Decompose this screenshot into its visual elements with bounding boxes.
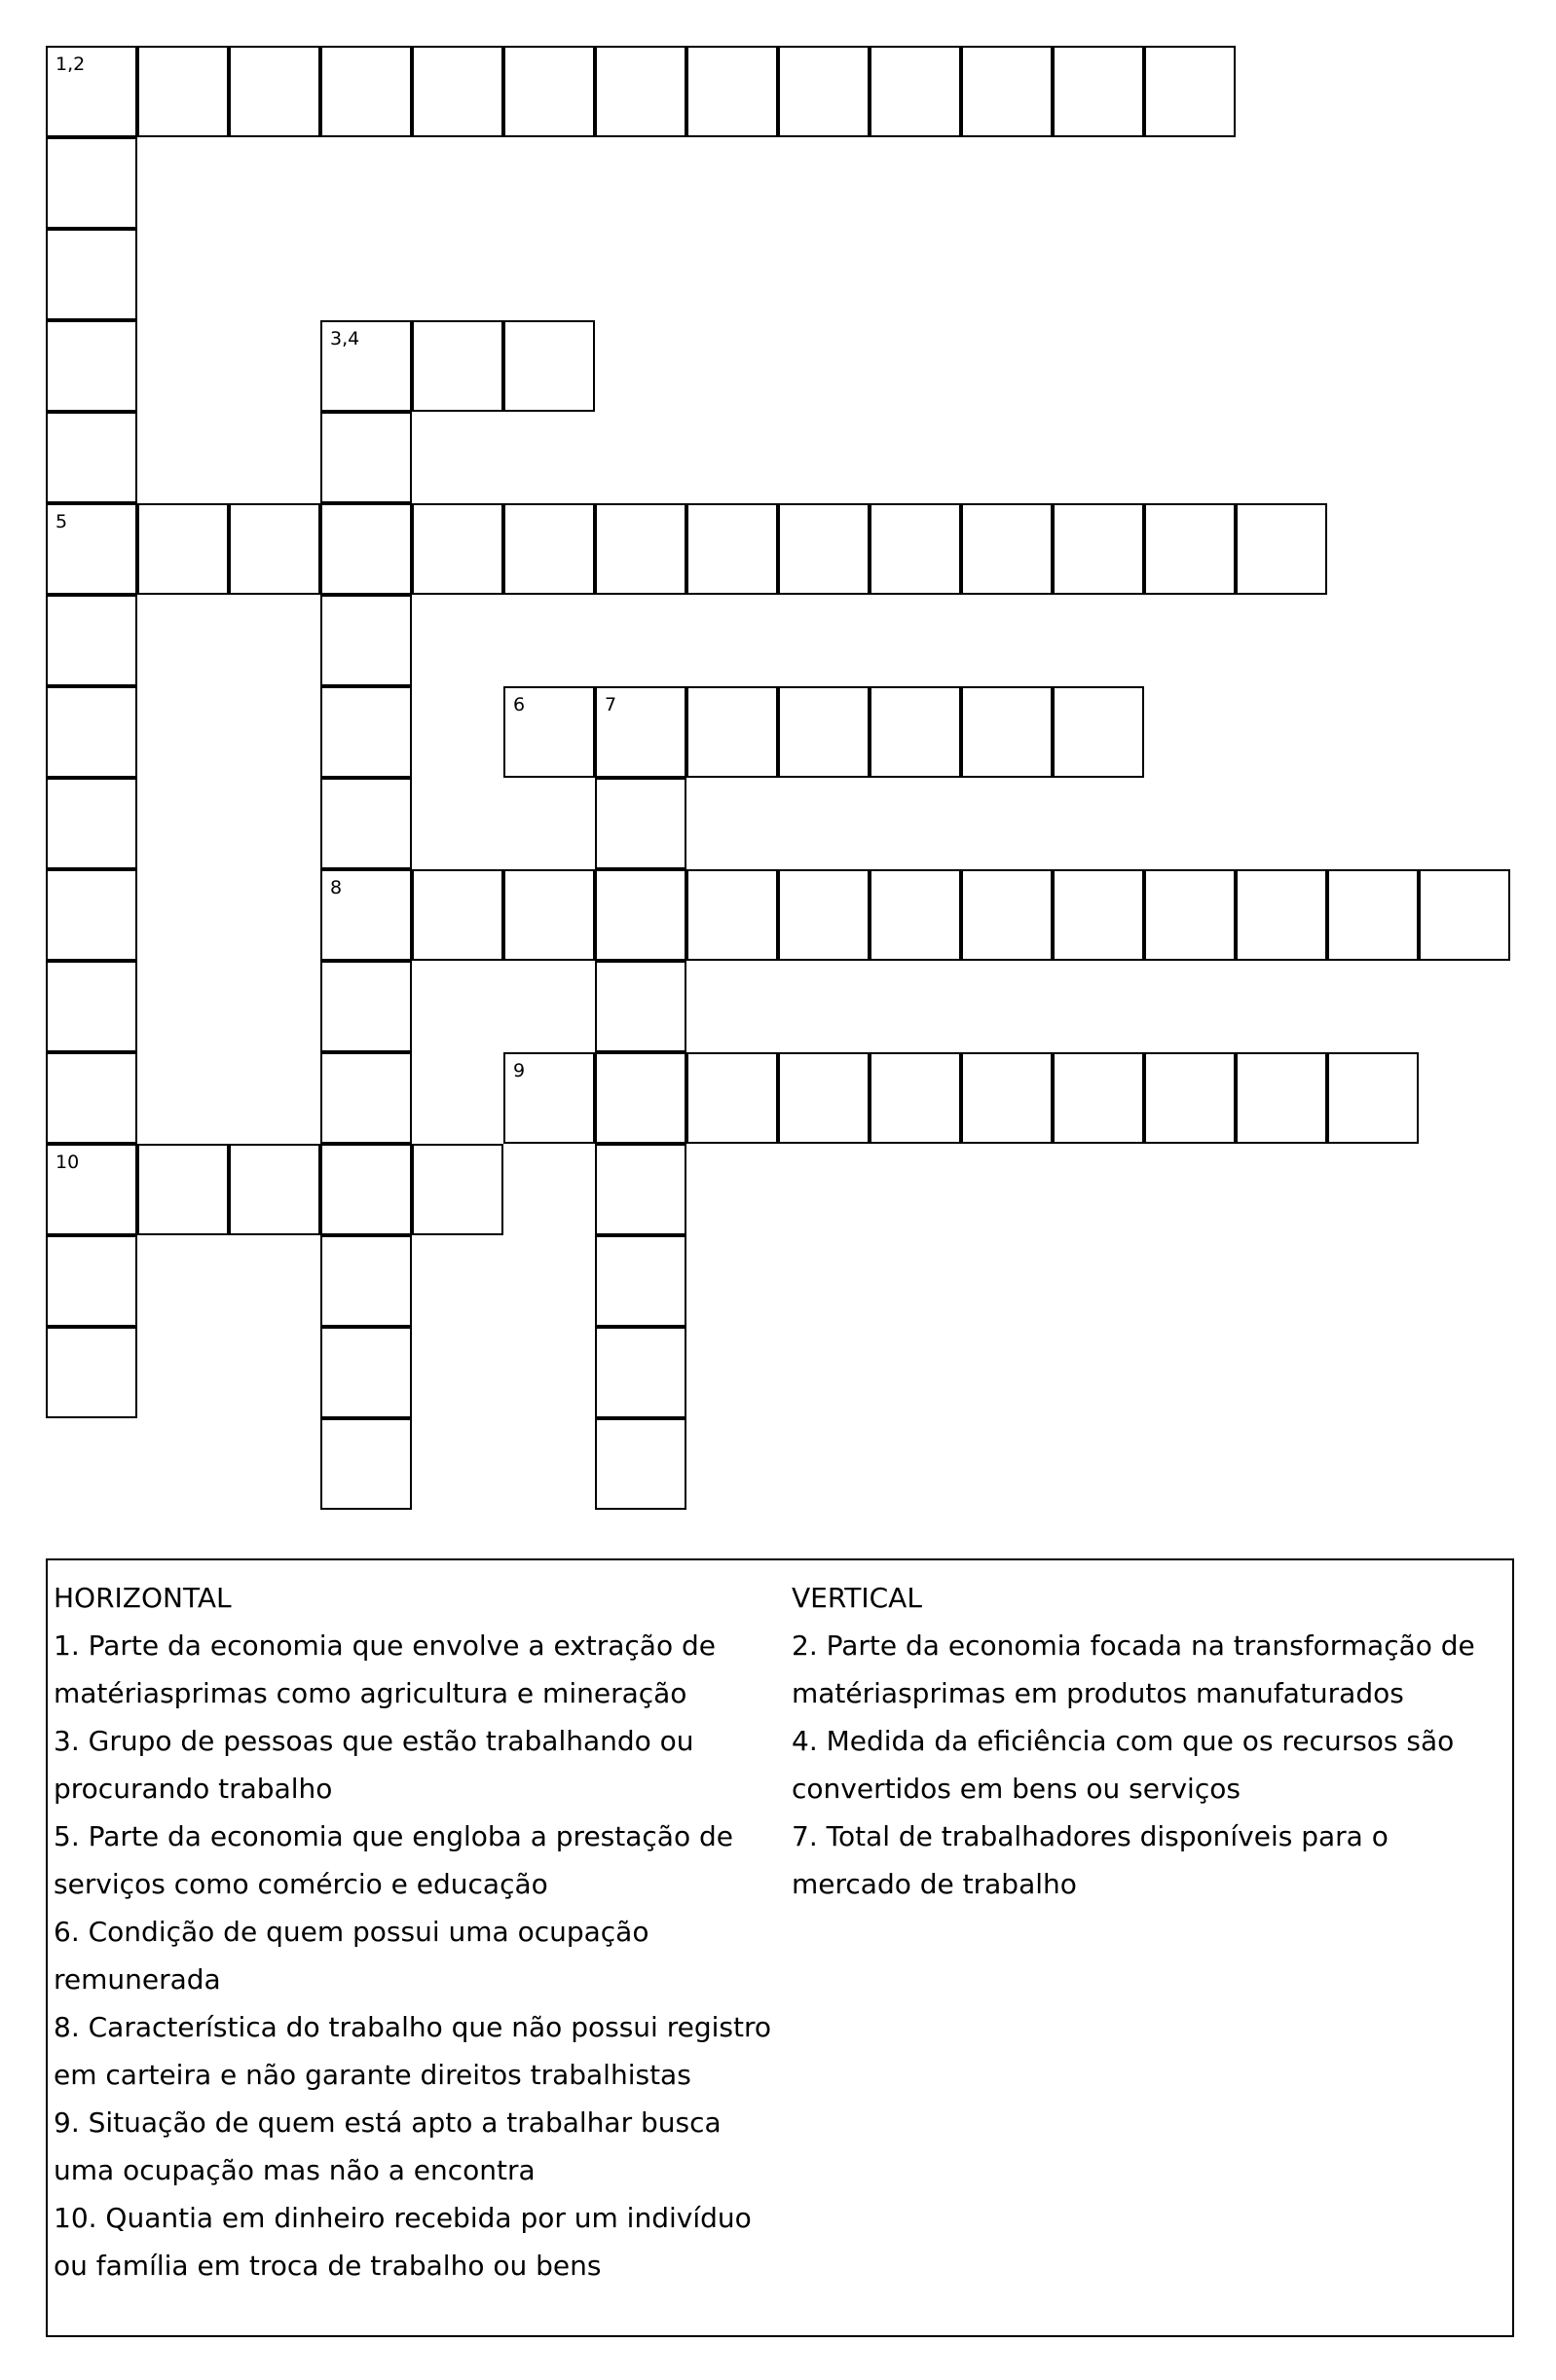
crossword-cell[interactable] — [1053, 503, 1144, 595]
crossword-cell[interactable] — [412, 869, 503, 961]
clues-box — [46, 1558, 1514, 2337]
crossword-cell[interactable] — [1236, 503, 1327, 595]
clue-h10: 10. Quantia em dinheiro recebida por um indivíduo ou família em troca de trabalho ou bens — [54, 2202, 752, 2282]
crossword-cell[interactable] — [46, 412, 137, 503]
crossword-cell[interactable] — [320, 595, 412, 686]
crossword-cell[interactable] — [1144, 46, 1236, 137]
crossword-cell[interactable] — [46, 503, 137, 595]
crossword-cell[interactable] — [320, 412, 412, 503]
clue-number: 7 — [605, 694, 617, 715]
crossword-cell[interactable] — [503, 46, 595, 137]
crossword-cell[interactable] — [1419, 869, 1510, 961]
crossword-cell[interactable] — [320, 503, 412, 595]
crossword-cell[interactable] — [46, 778, 137, 869]
crossword-cell[interactable] — [961, 503, 1053, 595]
crossword-cell[interactable] — [1327, 1052, 1419, 1144]
crossword-cell[interactable] — [1053, 1052, 1144, 1144]
crossword-cell[interactable] — [595, 1418, 686, 1510]
vertical-heading: VERTICAL — [792, 1582, 922, 1614]
crossword-cell[interactable] — [46, 46, 137, 137]
vertical-clues — [792, 1574, 1502, 1908]
horizontal-heading: HORIZONTAL — [54, 1582, 232, 1614]
clue-number: 10 — [56, 1152, 80, 1173]
crossword-cell[interactable] — [778, 1052, 870, 1144]
crossword-cell[interactable] — [778, 503, 870, 595]
crossword-cell[interactable] — [595, 778, 686, 869]
crossword-cell[interactable] — [320, 1052, 412, 1144]
crossword-cell[interactable] — [1144, 869, 1236, 961]
clue-h3: 3. Grupo de pessoas que estão trabalhando ou procurando trabalho — [54, 1725, 694, 1805]
horizontal-clues — [54, 1574, 774, 2289]
crossword-cell[interactable] — [686, 686, 778, 778]
clue-h5: 5. Parte da economia que engloba a prestação de serviços como comércio e educação — [54, 1820, 733, 1900]
crossword-cell[interactable] — [686, 46, 778, 137]
crossword-cell[interactable] — [503, 869, 595, 961]
crossword-cell[interactable] — [229, 503, 320, 595]
crossword-cell[interactable] — [870, 503, 961, 595]
crossword-cell[interactable] — [1053, 46, 1144, 137]
crossword-cell[interactable] — [229, 46, 320, 137]
crossword-cell[interactable] — [412, 320, 503, 412]
crossword-cell[interactable] — [229, 1144, 320, 1235]
crossword-cell[interactable] — [46, 1144, 137, 1235]
crossword-cell[interactable] — [870, 1052, 961, 1144]
crossword-cell[interactable] — [870, 46, 961, 137]
crossword-cell[interactable] — [1144, 503, 1236, 595]
crossword-cell[interactable] — [46, 1235, 137, 1327]
crossword-cell[interactable] — [320, 961, 412, 1052]
crossword-cell[interactable] — [961, 869, 1053, 961]
clue-h1: 1. Parte da economia que envolve a extração de matériasprimas como agricultura e mineração — [54, 1629, 716, 1709]
crossword-cell[interactable] — [778, 869, 870, 961]
crossword-cell[interactable] — [595, 1327, 686, 1418]
crossword-cell[interactable] — [595, 1235, 686, 1327]
crossword-cell[interactable] — [320, 46, 412, 137]
clue-v7: 7. Total de trabalhadores disponíveis para o mercado de trabalho — [792, 1820, 1389, 1900]
crossword-cell[interactable] — [412, 503, 503, 595]
crossword-cell[interactable] — [46, 686, 137, 778]
crossword-cell[interactable] — [46, 229, 137, 320]
crossword-cell[interactable] — [320, 1235, 412, 1327]
clue-h9: 9. Situação de quem está apto a trabalhar busca uma ocupação mas não a encontra — [54, 2106, 722, 2186]
crossword-cell[interactable] — [320, 1418, 412, 1510]
crossword-cell[interactable] — [1053, 869, 1144, 961]
crossword-cell[interactable] — [595, 686, 686, 778]
crossword-cell[interactable] — [137, 1144, 229, 1235]
clue-number: 3,4 — [330, 328, 360, 349]
crossword-cell[interactable] — [961, 1052, 1053, 1144]
crossword-cell[interactable] — [961, 46, 1053, 137]
crossword-cell[interactable] — [686, 503, 778, 595]
crossword-cell[interactable] — [46, 320, 137, 412]
crossword-cell[interactable] — [1144, 1052, 1236, 1144]
crossword-cell[interactable] — [320, 320, 412, 412]
crossword-cell[interactable] — [1236, 869, 1327, 961]
crossword-cell[interactable] — [870, 686, 961, 778]
crossword-cell[interactable] — [503, 503, 595, 595]
crossword-cell[interactable] — [778, 46, 870, 137]
clue-number: 8 — [330, 877, 343, 898]
clue-v2: 2. Parte da economia focada na transformação de matériasprimas em produtos manufaturados — [792, 1629, 1475, 1709]
crossword-cell[interactable] — [320, 869, 412, 961]
crossword-cell[interactable] — [778, 686, 870, 778]
clue-number: 1,2 — [56, 54, 86, 75]
crossword-cell[interactable] — [595, 961, 686, 1052]
clue-h8: 8. Característica do trabalho que não possui registro em carteira e não garante direitos trabalhistas — [54, 2011, 771, 2091]
clue-number: 5 — [56, 511, 68, 532]
crossword-cell[interactable] — [46, 869, 137, 961]
crossword-cell[interactable] — [595, 1052, 686, 1144]
crossword-cell[interactable] — [412, 46, 503, 137]
crossword-cell[interactable] — [503, 686, 595, 778]
crossword-cell[interactable] — [503, 1052, 595, 1144]
crossword-cell[interactable] — [686, 869, 778, 961]
crossword-cell[interactable] — [595, 46, 686, 137]
crossword-cell[interactable] — [1327, 869, 1419, 961]
crossword-cell[interactable] — [46, 137, 137, 229]
crossword-cell[interactable] — [595, 869, 686, 961]
crossword-cell[interactable] — [46, 1052, 137, 1144]
clue-v4: 4. Medida da eficiência com que os recursos são convertidos em bens ou serviços — [792, 1725, 1455, 1805]
crossword-cell[interactable] — [1236, 1052, 1327, 1144]
crossword-cell[interactable] — [595, 1144, 686, 1235]
crossword-cell[interactable] — [595, 503, 686, 595]
crossword-cell[interactable] — [412, 1144, 503, 1235]
crossword-cell[interactable] — [320, 1144, 412, 1235]
clue-h6: 6. Condição de quem possui uma ocupação remunerada — [54, 1916, 649, 1996]
crossword-cell[interactable] — [870, 869, 961, 961]
crossword-cell[interactable] — [961, 686, 1053, 778]
clue-number: 9 — [513, 1060, 526, 1081]
crossword-cell[interactable] — [503, 320, 595, 412]
crossword-cell[interactable] — [46, 595, 137, 686]
crossword-cell[interactable] — [1053, 686, 1144, 778]
crossword-cell[interactable] — [46, 1327, 137, 1418]
crossword-cell[interactable] — [320, 686, 412, 778]
crossword-cell[interactable] — [137, 503, 229, 595]
crossword-cell[interactable] — [137, 46, 229, 137]
crossword-cell[interactable] — [320, 778, 412, 869]
clue-number: 6 — [513, 694, 526, 715]
crossword-cell[interactable] — [320, 1327, 412, 1418]
crossword-cell[interactable] — [686, 1052, 778, 1144]
crossword-cell[interactable] — [46, 961, 137, 1052]
